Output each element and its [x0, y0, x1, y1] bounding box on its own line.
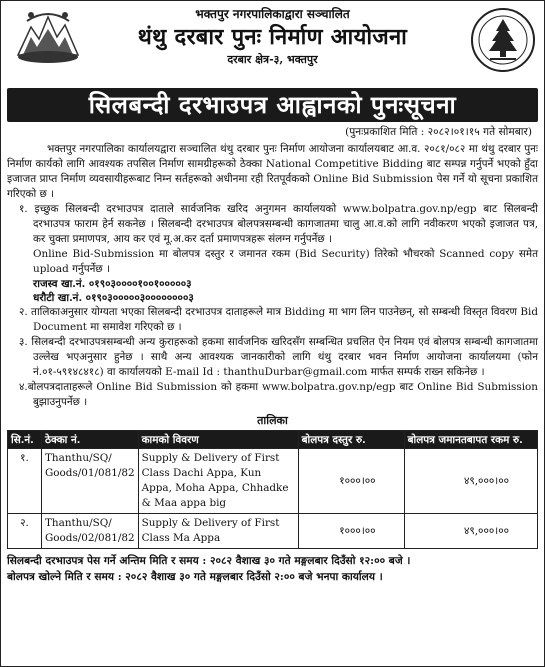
deadline-line: सिलबन्दी दरभाउपत्र पेस गर्ने अन्तिम मिति र समय : २०८२ वैशाख ३० गते मङ्गलबार दिउँसो १२:०० बजे ।	[7, 555, 411, 567]
cell-fee: १०००।००	[298, 514, 404, 549]
col-header-description: कामको विवरण	[138, 431, 298, 449]
col-header-fee: बोलपत्र दस्तुर रु.	[298, 431, 404, 449]
cell-fee: १०००।००	[298, 449, 404, 514]
cell-description: Supply & Delivery of First Class Ma Appa	[138, 514, 298, 549]
contracts-table	[7, 430, 538, 549]
revenue-account: राजस्व खा.नं. ०१९०३००००१००१०००००३	[33, 278, 192, 290]
cell-security: ४९,०००।००	[404, 514, 537, 549]
condition-item-4: ४.बोलपत्रदाताहरूले Online Bid Submission को हकमा www.bolpatra.gov.np/egp बाट Online Bid Submission बुझाउनुपर्नेछ ।	[19, 381, 538, 408]
notice-banner: सिलबन्दी दरभाउपत्र आह्वानको पुनःसूचना	[7, 88, 538, 122]
table-header-row	[8, 431, 538, 449]
header-subtitle: भक्तपुर नगरपालिकाद्वारा सञ्चालित	[195, 7, 350, 21]
reissue-date: (पुनःप्रकाशित मिति : २०८२।०१।१५ गते सोमबार)	[345, 126, 532, 138]
table-row	[8, 514, 538, 549]
opening-line: बोलपत्र खोल्ने मिति र समय : २०८२ वैशाख ३० गते मङ्गलबार दिउँसो २:०० बजे भनपा कार्यालय ।	[7, 571, 383, 583]
condition-item-1b: Online Bid-Submission मा बोलपत्र दस्तुर र जमानत रकम (Bid Security) तिरेको भौचरको Scanned copy समेत upload गर्नुपर्नेछ ।	[33, 248, 538, 275]
cell-contract: Thanthu/SQ/ Goods/01/081/82	[42, 449, 139, 514]
cell-contract: Thanthu/SQ/ Goods/02/081/82	[42, 514, 139, 549]
col-header-sn: सि.नं.	[8, 431, 42, 449]
condition-item-2: २. तालिकाअनुसार योग्यता भएका सिलबन्दी दरभाउपत्र दाताहरूले मात्र Bidding मा भाग लिन पाउनेछन्, सो सम्बन्धी विस्तृत विवरण Bid Document मा समावेश गरिएको छ ।	[19, 306, 538, 333]
col-header-contract: ठेक्का नं.	[42, 431, 139, 449]
col-header-security: बोलपत्र जमानतबापत रकम रु.	[404, 431, 537, 449]
notice-header	[7, 3, 538, 86]
cell-sn: २.	[8, 514, 42, 549]
header-location: दरबार क्षेत्र-३, भक्तपुर	[227, 53, 318, 66]
table-title: तालिका	[257, 414, 288, 427]
header-title: थंथु दरबार पुनः निर्माण आयोजना	[137, 24, 408, 50]
intro-paragraph: भक्तपुर नगरपालिका कार्यालयद्वारा सञ्चालित थंथु दरबार पुनः निर्माण आयोजना कार्यालयबाट आ.व. २०८१/०८२ मा थंथु दरबार पुनः निर्माण कार्यको लागि आवश्यक तपसिल निर्माण सामग्रीहरूको ठेक्का National Competitive Bidding बाट सम्पन्न गर्नुपर्ने भएको हुँदा इजाजत प्राप्त निर्माण व्यवसायीहरूबाट निम्न सर्तहरूको अधीनमा रही रितपूर्वकको Online Bid Submission पेस गर्ने यो सूचना प्रकाशित गरिएको छ ।	[7, 143, 538, 200]
deposit-account: धरौटी खा.नं. ०१९०३०००००३००००००००३	[33, 292, 194, 304]
condition-item-1: १. इच्छुक सिलबन्दी दरभाउपत्र दाताले सार्वजनिक खरिद अनुगमन कार्यालयको www.bolpatra.gov.np/egp बाट सिलबन्दी दरभाउपत्र फाराम हेर्न सकनेछ । सिलबन्दी दरभाउपत्र बोलपत्रसम्बन्धी कागजातमा चालु आ.व.को लागि नवीकरण भएको इजाजत पत्र, कर चुक्ता प्रमाणपत्र, आय कर एवं मू.अ.कर दर्ता प्रमाणपत्रहरू संलग्न गर्नुपर्नेछ ।	[19, 203, 538, 245]
condition-item-3: ३. सिलबन्दी दरभाउपत्रसम्बन्धी अन्य कुराहरूको हकमा सार्वजनिक खरिदसँग सम्बन्धित प्रचलित ऐन नियम एवं बोलपत्र सम्बन्धी कागजातमा उल्लेख भएअनुसार हुनेछ । साथै अन्य आवश्यक जानकारीको लागि थंथु दरबार भवन निर्माण आयोजना कार्यालयमा (फोन नं.०१-५९१४८४१८) वा कार्यालयको E-mail Id : thanthuDurbar@gmail.com मार्फत सम्पर्क राख्न सकिनेछ ।	[19, 336, 538, 378]
table-row	[8, 449, 538, 514]
cell-sn: १.	[8, 449, 42, 514]
nepal-emblem-icon	[13, 7, 83, 65]
cell-security: ४९,०००।००	[404, 449, 537, 514]
cell-description: Supply & Delivery of First Class Dachi Appa, Kun Appa, Moha Appa, Chhadke & Maa appa big	[138, 449, 298, 514]
municipality-seal-icon	[470, 7, 536, 73]
